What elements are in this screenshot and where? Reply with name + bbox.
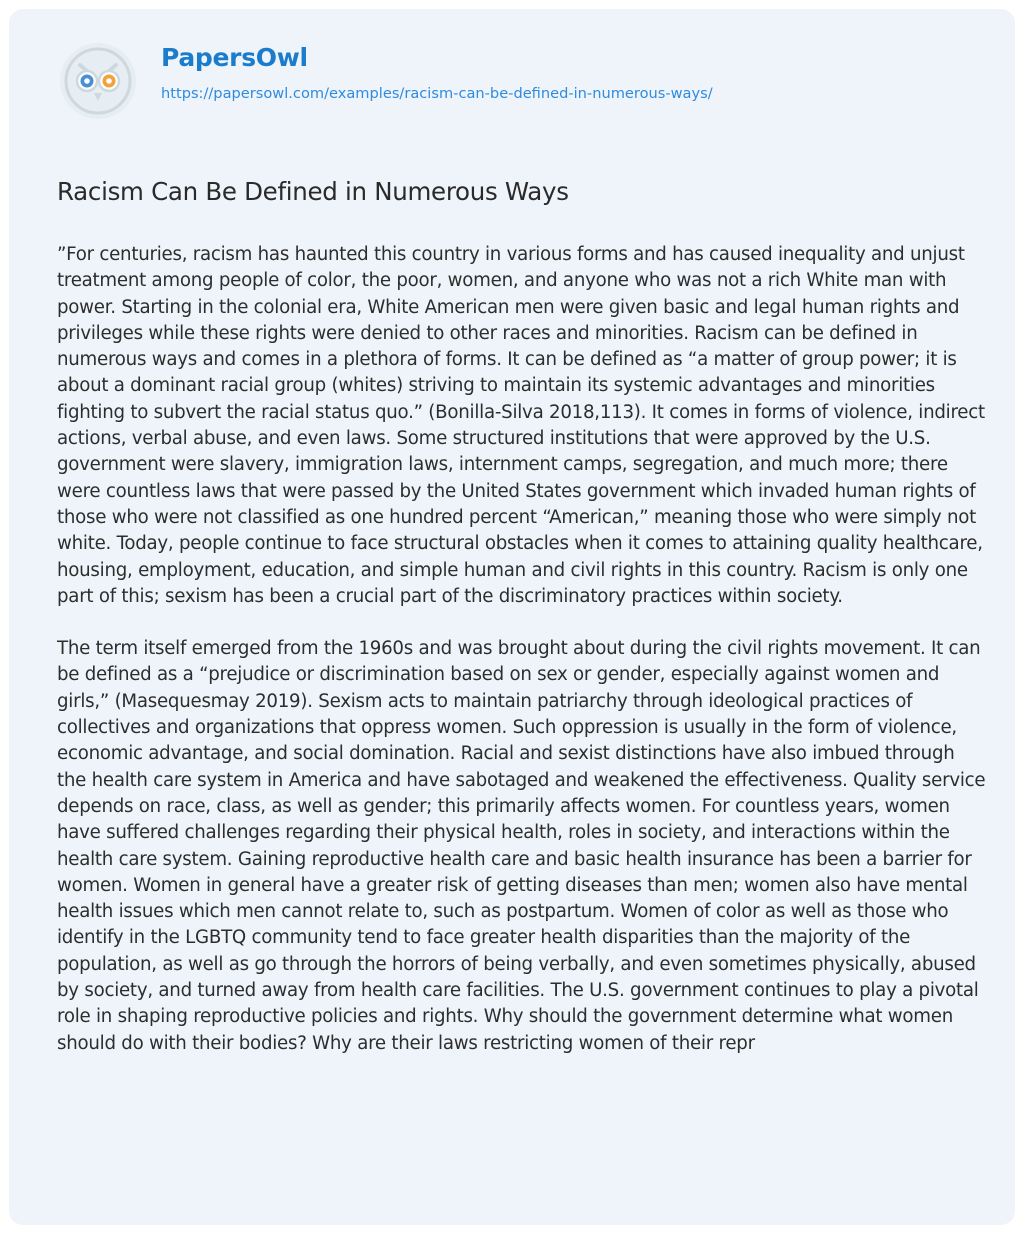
essay-paragraph-2: The term itself emerged from the 1960s and was brought about during the civil rights movement. It can be defined as a “prejudice or discrimination based on sex or gender, especially against women and girls,” (Masequesmay 2019). Sexism acts to maintain patriarchy through ideological practices of collectives and organizations that oppress women. Such oppression is usually in the form of violence, economic advantage, and social domination. Racial and sexist distinctions have also imbued through the health care system in America and have sabotaged and weakened the effectiveness. Quality service depends on race, class, as well as gender; this primarily affects women. For countless years, women have suffered challenges regarding their physical health, roles in society, and interactions within the health care system. Gaining reproductive health care and basic health insurance has been a barrier for women. Women in general have a greater risk of getting diseases than men; women also have mental health issues which men cannot relate to, such as postpartum. Women of color as well as those who identify in the LGBTQ community tend to face greater health disparities than the majority of the population, as well as go through the horrors of being verbally, and even sometimes physically, abused by society, and turned away from health care facilities. The U.S. government continues to play a pivotal role in shaping reproductive policies and rights. Why should the government determine what women should do with their bodies? Why are their laws restricting women of their repr bbox=[57, 638, 986, 1054]
owl-logo-icon bbox=[58, 41, 138, 121]
essay-title: Racism Can Be Defined in Numerous Ways bbox=[57, 177, 569, 206]
essay-card bbox=[9, 9, 1015, 1225]
essay-body bbox=[57, 242, 987, 1083]
essay-paragraph-1: ”For centuries, racism has haunted this country in various forms and has caused inequality and unjust treatment among people of color, the poor, women, and anyone who was not a rich White man with power. Starting in the colonial era, White American men were given basic and legal human rights and privileges while these rights were denied to other races and minorities. Racism can be defined in numerous ways and comes in a plethora of forms. It can be defined as “a matter of group power; it is about a dominant racial group (whites) striving to maintain its systemic advantages and minorities fighting to subvert the racial status quo.” (Bonilla-Silva 2018,113). It comes in forms of violence, indirect actions, verbal abuse, and even laws. Some structured institutions that were approved by the U.S. government were slavery, immigration laws, internment camps, segregation, and much more; there were countless laws that were passed by the United States government which invaded human rights of those who were not classified as one hundred percent “American,” meaning those who were simply not white. Today, people continue to face structural obstacles when it comes to attaining quality healthcare, housing, employment, education, and simple human and civil rights in this country. Racism is only one part of this; sexism has been a crucial part of the discriminatory practices within society. bbox=[57, 244, 985, 607]
source-url-link[interactable]: https://papersowl.com/examples/racism-can-be-defined-in-numerous-ways/ bbox=[161, 85, 713, 102]
brand-name: PapersOwl bbox=[161, 43, 308, 72]
